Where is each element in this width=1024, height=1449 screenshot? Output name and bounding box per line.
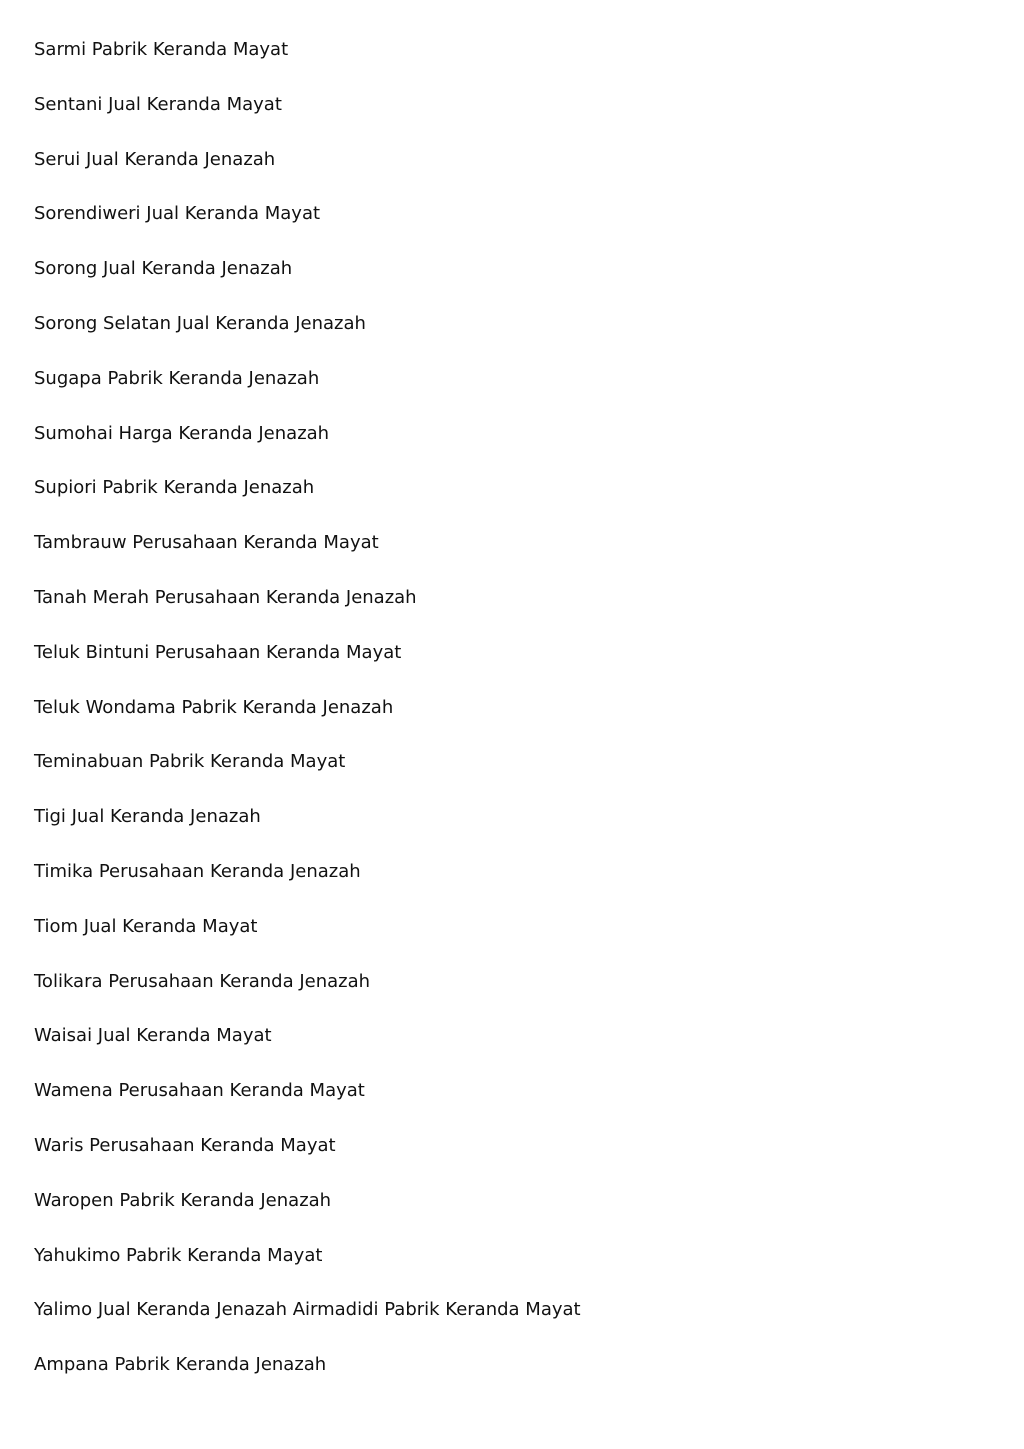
text-line: Teluk Bintuni Perusahaan Keranda Mayat: [34, 641, 402, 663]
text-line: Yahukimo Pabrik Keranda Mayat: [34, 1244, 323, 1266]
text-line: Sorong Jual Keranda Jenazah: [34, 258, 293, 280]
text-line: Tambrauw Perusahaan Keranda Mayat: [34, 532, 379, 554]
text-line: Tiom Jual Keranda Mayat: [34, 915, 258, 937]
text-line: Supiori Pabrik Keranda Jenazah: [34, 477, 315, 499]
text-line: Waisai Jual Keranda Mayat: [34, 1025, 272, 1047]
text-line: Teminabuan Pabrik Keranda Mayat: [34, 751, 346, 773]
text-line: Tanah Merah Perusahaan Keranda Jenazah: [34, 586, 417, 608]
text-line: Serui Jual Keranda Jenazah: [34, 148, 276, 170]
text-line-list: [34, 36, 984, 1406]
text-line: Timika Perusahaan Keranda Jenazah: [34, 860, 361, 882]
text-line: Sarmi Pabrik Keranda Mayat: [34, 39, 289, 60]
text-line: Teluk Wondama Pabrik Keranda Jenazah: [34, 696, 394, 718]
text-line: Tolikara Perusahaan Keranda Jenazah: [34, 970, 371, 992]
text-line: Sorendiweri Jual Keranda Mayat: [34, 203, 321, 225]
text-line: Tigi Jual Keranda Jenazah: [34, 806, 261, 828]
text-line: Waris Perusahaan Keranda Mayat: [34, 1134, 336, 1156]
text-line: Sentani Jual Keranda Mayat: [34, 93, 282, 115]
text-line: Sorong Selatan Jual Keranda Jenazah: [34, 312, 366, 334]
text-line: Ampana Pabrik Keranda Jenazah: [34, 1354, 327, 1376]
text-line: Waropen Pabrik Keranda Jenazah: [34, 1189, 332, 1211]
text-line: Wamena Perusahaan Keranda Mayat: [34, 1080, 365, 1102]
text-line: Sugapa Pabrik Keranda Jenazah: [34, 367, 320, 389]
text-line: Sumohai Harga Keranda Jenazah: [34, 422, 330, 444]
text-line: Yalimo Jual Keranda Jenazah Airmadidi Pabrik Keranda Mayat: [34, 1299, 581, 1321]
